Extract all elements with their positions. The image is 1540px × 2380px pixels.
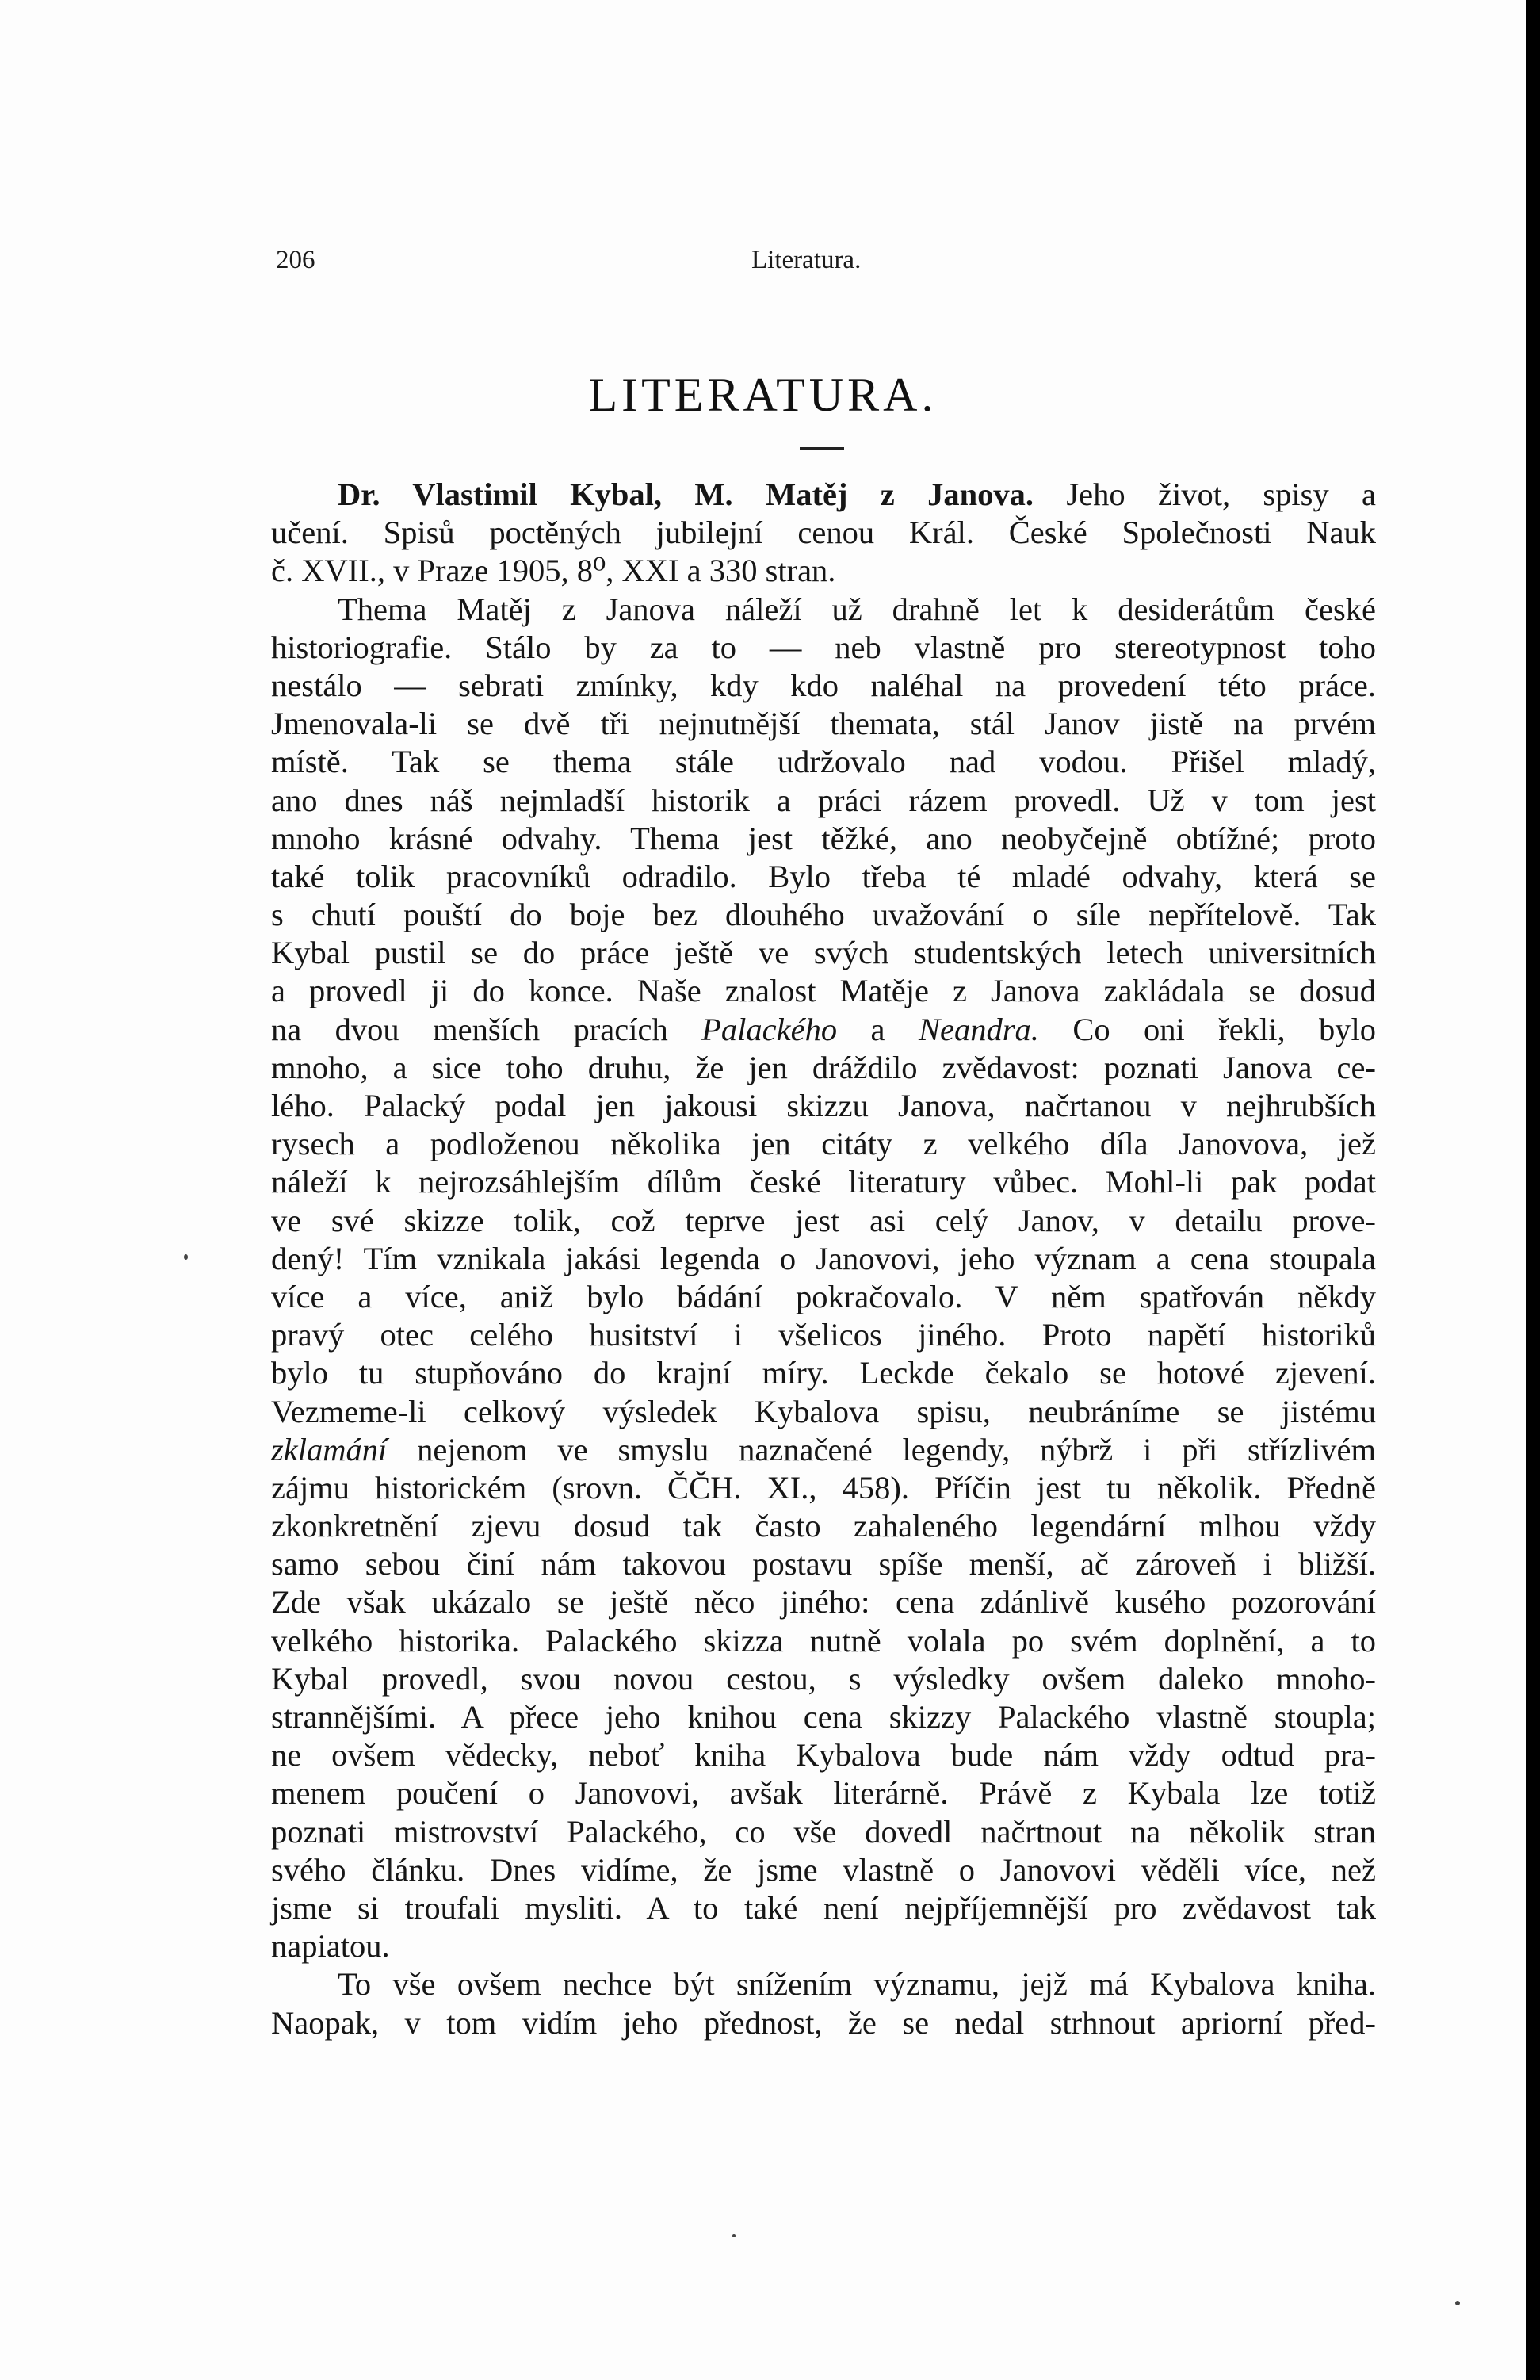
text-line: lého. Palacký podal jen jakousi skizzu Janova, načrtanou v nejhrubších — [271, 1088, 1376, 1123]
text-line: náleží k nejrozsáhlejším dílům české literatury vůbec. Mohl-li pak podat — [271, 1164, 1376, 1200]
text-line: a provedl ji do konce. Naše znalost Matěje z Janova zakládala se dosud — [271, 973, 1376, 1009]
italic-name-palacky: Palackého — [701, 1011, 838, 1047]
text-line: více a více, aniž bylo bádání pokračovalo. V něm spatřován někdy — [271, 1278, 1376, 1314]
running-head — [276, 239, 1370, 287]
text-line: nestálo — sebrati zmínky, kdy kdo naléhal na provedení této práce. — [271, 667, 1376, 703]
text-line: zájmu historickém (srovn. ČČH. XI., 458). Příčin jest tu několik. Předně — [271, 1469, 1376, 1506]
text-line: bylo tu stupňováno do krajní míry. Leckde čekalo se hotové zjevení. — [271, 1355, 1376, 1391]
scan-speck — [184, 1254, 188, 1260]
text-line: mnoho krásné odvahy. Thema jest těžké, ano neobyčejně obtížné; proto — [271, 820, 1376, 856]
citation-title-rest: Jeho život, spisy a — [1066, 476, 1377, 512]
running-title: Literatura. — [751, 246, 862, 274]
text-fragment: a — [870, 1011, 885, 1047]
text-line: Jmenovala-li se dvě tři nejnutnější themata, stál Janov jistě na prvém — [271, 706, 1376, 742]
text-line: Vezmeme-li celkový výsledek Kybalova spisu, neubráníme se jistému — [271, 1393, 1376, 1429]
text-line: To vše ovšem nechce být snížením významu, jejž má Kybalova kniha. — [338, 1966, 1376, 2003]
scan-speck — [1455, 2301, 1460, 2305]
text-line: ne ovšem vědecky, neboť kniha Kybalova bude nám vždy odtud pra- — [271, 1737, 1376, 1774]
text-line-with-italics — [271, 1431, 1376, 1469]
heading-rule — [800, 447, 844, 450]
scan-edge — [1526, 0, 1540, 2380]
text-line: Naopak, v tom vidím jeho přednost, že se nedal strhnout apriorní před- — [271, 2004, 1376, 2041]
text-line: ve své skizze tolik, což teprve jest asi celý Janov, v detailu prove- — [271, 1202, 1376, 1238]
citation-line: č. XVII., v Praze 1905, 8⁰, XXI a 330 stran. — [271, 553, 836, 589]
citation-line: učení. Spisů poctěných jubilejní cenou Král. České Společnosti Nauk — [271, 515, 1376, 551]
text-line: jsme si troufali mysliti. A to také není nejpříjemnější pro zvědavost tak — [271, 1889, 1376, 1926]
review-body — [271, 476, 1376, 2042]
text-line: rysech a podloženou několika jen citáty z velkého díla Janovova, jež — [271, 1126, 1376, 1162]
text-line: Zde však ukázalo se ještě něco jiného: cena zdánlivě kusého pozorování — [271, 1584, 1376, 1620]
text-fragment: nejenom ve smyslu naznačené legendy, nýbrž i při střízlivém — [417, 1431, 1376, 1467]
text-line: s chutí pouští do boje bez dlouhého uvažování o síle nepřítelově. Tak — [271, 897, 1376, 933]
text-line: dený! Tím vznikala jakási legenda o Janovovi, jeho význam a cena stoupala — [271, 1240, 1376, 1276]
text-line: velkého historika. Palackého skizza nutně volala po svém doplnění, a to — [271, 1622, 1376, 1659]
text-line: svého článku. Dnes vidíme, že jsme vlastně o Janovovi věděli více, než — [271, 1851, 1376, 1888]
text-line: menem poučení o Janovovi, avšak literárně. Právě z Kybala lze totiž — [271, 1775, 1376, 1812]
citation-author: Dr. Vlastimil Kybal, M. Matěj z Janova. — [338, 476, 1034, 512]
text-line: Thema Matěj z Janova náleží už drahně let k desiderátům české — [338, 591, 1376, 627]
text-line: samo sebou činí nám takovou postavu spíše menší, ač zároveň i bližší. — [271, 1546, 1376, 1582]
text-line: mnoho, a sice toho druhu, že jen dráždilo zvědavost: poznati Janova ce- — [271, 1049, 1376, 1085]
text-line: místě. Tak se thema stále udržovalo nad vodou. Přišel mladý, — [271, 744, 1376, 780]
text-line: pravý otec celého husitství i všelicos jiného. Proto napětí historiků — [271, 1317, 1376, 1353]
text-line: napiatou. — [271, 1928, 390, 1965]
text-line: poznati mistrovství Palackého, co vše dovedl načrtnout na několik stran — [271, 1813, 1376, 1850]
page-number: 206 — [276, 246, 315, 274]
text-line: také tolik pracovníků odradilo. Bylo třeba té mladé odvahy, která se — [271, 858, 1376, 894]
scan-speck — [732, 2234, 736, 2237]
text-line: Kybal pustil se do práce ještě ve svých studentských letech universitních — [271, 935, 1376, 971]
text-line: zkonkretnění zjevu dosud tak často zahaleného legendární mlhou vždy — [271, 1508, 1376, 1544]
italic-name-neander: Neandra. — [918, 1011, 1039, 1047]
text-line: Kybal provedl, svou novou cestou, s výsledky ovšem daleko mnoho- — [271, 1660, 1376, 1697]
text-fragment: na dvou menších pracích — [271, 1011, 668, 1047]
text-line: historiografie. Stálo by za to — neb vlastně pro stereotypnost toho — [271, 629, 1376, 665]
italic-word-zklamani: zklamání — [271, 1431, 388, 1467]
section-heading: LITERATURA. — [588, 369, 938, 421]
text-line: ano dnes náš nejmladší historik a práci rázem provedl. Už v tom jest — [271, 782, 1376, 818]
citation-line — [271, 476, 1376, 514]
text-fragment: Co oni řekli, bylo — [1072, 1011, 1377, 1047]
text-line: strannějšími. A přece jeho knihou cena skizzy Palackého vlastně stoupla; — [271, 1699, 1376, 1735]
text-line-with-italics — [271, 1011, 1376, 1049]
